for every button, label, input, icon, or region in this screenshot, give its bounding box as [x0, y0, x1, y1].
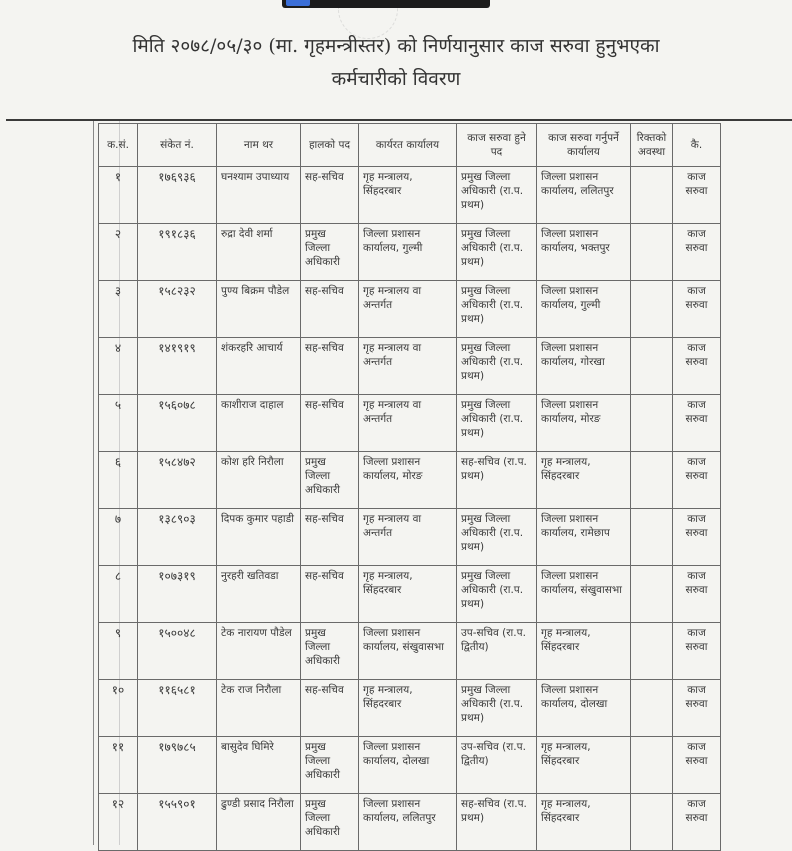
cell-new-post: प्रमुख जिल्ला अधिकारी (रा.प. प्रथम)	[457, 281, 537, 338]
cell-office: गृह मन्त्रालय, सिंहदरबार	[359, 680, 457, 737]
cell-remark: काज सरुवा	[673, 794, 721, 851]
cell-code: १५८४७२	[138, 452, 217, 509]
cell-new-post: सह-सचिव (रा.प. प्रथम)	[457, 794, 537, 851]
cell-name: टेक राज निरौला	[217, 680, 301, 737]
table-row	[99, 623, 721, 680]
cell-office: गृह मन्त्रालय वा अन्तर्गत	[359, 509, 457, 566]
cell-code: १५८२३२	[138, 281, 217, 338]
cell-vacancy	[631, 680, 673, 737]
cell-post: सह-सचिव	[301, 338, 359, 395]
cell-remark: काज सरुवा	[673, 566, 721, 623]
cell-remark: काज सरुवा	[673, 680, 721, 737]
cell-office: जिल्ला प्रशासन कार्यालय, गुल्मी	[359, 224, 457, 281]
cell-new-post: उप-सचिव (रा.प. द्वितीय)	[457, 737, 537, 794]
cell-name: शंकरहरि आचार्य	[217, 338, 301, 395]
cell-sn: ११	[99, 737, 138, 794]
cell-code: १०७३१९	[138, 566, 217, 623]
cell-remark: काज सरुवा	[673, 167, 721, 224]
toolbar-button[interactable]	[286, 0, 310, 6]
table-row	[99, 281, 721, 338]
cell-new-office: जिल्ला प्रशासन कार्यालय, रामेछाप	[537, 509, 631, 566]
table-row	[99, 224, 721, 281]
cell-vacancy	[631, 566, 673, 623]
cell-new-post: प्रमुख जिल्ला अधिकारी (रा.प. प्रथम)	[457, 224, 537, 281]
header-rule	[6, 119, 792, 121]
table-row	[99, 395, 721, 452]
cell-sn: १	[99, 167, 138, 224]
cell-sn: २	[99, 224, 138, 281]
cell-sn: ३	[99, 281, 138, 338]
cell-sn: १२	[99, 794, 138, 851]
cell-name: टेक नारायण पौडेल	[217, 623, 301, 680]
cell-office: जिल्ला प्रशासन कार्यालय, दोलखा	[359, 737, 457, 794]
cell-post: प्रमुख जिल्ला अधिकारी	[301, 794, 359, 851]
cell-code: ११६५८१	[138, 680, 217, 737]
cell-post: सह-सचिव	[301, 566, 359, 623]
col-header-post: हालको पद	[301, 124, 359, 167]
cell-code: १५००४८	[138, 623, 217, 680]
document-title	[40, 30, 752, 96]
cell-post: सह-सचिव	[301, 167, 359, 224]
cell-name: नुरहरी खतिवडा	[217, 566, 301, 623]
cell-remark: काज सरुवा	[673, 395, 721, 452]
cell-office: जिल्ला प्रशासन कार्यालय, मोरङ	[359, 452, 457, 509]
cell-sn: १०	[99, 680, 138, 737]
col-header-remark: कै.	[673, 124, 721, 167]
cell-remark: काज सरुवा	[673, 452, 721, 509]
cell-post: प्रमुख जिल्ला अधिकारी	[301, 452, 359, 509]
table-row	[99, 509, 721, 566]
cell-code: १७६९३६	[138, 167, 217, 224]
table-row	[99, 794, 721, 851]
cell-post: सह-सचिव	[301, 509, 359, 566]
cell-name: रुद्रा देवी शर्मा	[217, 224, 301, 281]
cell-name: दिपक कुमार पहाडी	[217, 509, 301, 566]
cell-name: कोश हरि निरौला	[217, 452, 301, 509]
margin-line	[93, 121, 94, 845]
table-row	[99, 566, 721, 623]
cell-new-office: जिल्ला प्रशासन कार्यालय, मोरङ	[537, 395, 631, 452]
cell-name: ढुण्डी प्रसाद निरौला	[217, 794, 301, 851]
table-row	[99, 737, 721, 794]
cell-new-office: गृह मन्त्रालय, सिंहदरबार	[537, 737, 631, 794]
col-header-code: संकेत नं.	[138, 124, 217, 167]
cell-vacancy	[631, 338, 673, 395]
cell-new-office: गृह मन्त्रालय, सिंहदरबार	[537, 794, 631, 851]
cell-vacancy	[631, 395, 673, 452]
cell-office: जिल्ला प्रशासन कार्यालय, संखुवासभा	[359, 623, 457, 680]
col-header-vacancy: रिक्तको अवस्था	[631, 124, 673, 167]
cell-new-office: जिल्ला प्रशासन कार्यालय, दोलखा	[537, 680, 631, 737]
cell-code: १४१९१९	[138, 338, 217, 395]
col-header-new-post: काज सरुवा हुने पद	[457, 124, 537, 167]
cell-post: सह-सचिव	[301, 281, 359, 338]
cell-new-post: प्रमुख जिल्ला अधिकारी (रा.प. प्रथम)	[457, 680, 537, 737]
table-row	[99, 167, 721, 224]
cell-office: गृह मन्त्रालय, सिंहदरबार	[359, 566, 457, 623]
cell-code: १७९७८५	[138, 737, 217, 794]
cell-vacancy	[631, 224, 673, 281]
cell-remark: काज सरुवा	[673, 623, 721, 680]
cell-vacancy	[631, 737, 673, 794]
cell-vacancy	[631, 509, 673, 566]
cell-new-post: प्रमुख जिल्ला अधिकारी (रा.प. प्रथम)	[457, 509, 537, 566]
table-body	[99, 167, 721, 851]
cell-sn: ९	[99, 623, 138, 680]
cell-post: प्रमुख जिल्ला अधिकारी	[301, 224, 359, 281]
cell-new-office: जिल्ला प्रशासन कार्यालय, भक्तपुर	[537, 224, 631, 281]
title-line-1: मिति २०७८/०५/३० (मा. गृहमन्त्रीस्तर) को निर्णयानुसार काज सरुवा हुनुभएका	[132, 35, 660, 57]
cell-new-post: प्रमुख जिल्ला अधिकारी (रा.प. प्रथम)	[457, 167, 537, 224]
cell-code: १५५९०१	[138, 794, 217, 851]
cell-name: घनश्याम उपाध्याय	[217, 167, 301, 224]
cell-remark: काज सरुवा	[673, 737, 721, 794]
cell-vacancy	[631, 167, 673, 224]
cell-sn: ७	[99, 509, 138, 566]
cell-vacancy	[631, 281, 673, 338]
col-header-sn: क.सं.	[99, 124, 138, 167]
cell-new-office: गृह मन्त्रालय, सिंहदरबार	[537, 623, 631, 680]
cell-office: जिल्ला प्रशासन कार्यालय, ललितपुर	[359, 794, 457, 851]
cell-remark: काज सरुवा	[673, 281, 721, 338]
cell-sn: ५	[99, 395, 138, 452]
cell-remark: काज सरुवा	[673, 224, 721, 281]
cell-new-office: जिल्ला प्रशासन कार्यालय, गुल्मी	[537, 281, 631, 338]
cell-new-office: जिल्ला प्रशासन कार्यालय, ललितपुर	[537, 167, 631, 224]
cell-post: प्रमुख जिल्ला अधिकारी	[301, 737, 359, 794]
cell-name: काशीराज दाहाल	[217, 395, 301, 452]
cell-vacancy	[631, 452, 673, 509]
cell-post: प्रमुख जिल्ला अधिकारी	[301, 623, 359, 680]
cell-office: गृह मन्त्रालय, सिंहदरबार	[359, 167, 457, 224]
cell-sn: ६	[99, 452, 138, 509]
cell-sn: ४	[99, 338, 138, 395]
table-header-row	[99, 124, 721, 167]
cell-post: सह-सचिव	[301, 395, 359, 452]
cell-code: १३८९०३	[138, 509, 217, 566]
cell-code: १९१८३६	[138, 224, 217, 281]
cell-post: सह-सचिव	[301, 680, 359, 737]
cell-new-office: जिल्ला प्रशासन कार्यालय, गोरखा	[537, 338, 631, 395]
viewer-toolbar	[282, 0, 490, 8]
cell-new-office: गृह मन्त्रालय, सिंहदरबार	[537, 452, 631, 509]
cell-new-post: प्रमुख जिल्ला अधिकारी (रा.प. प्रथम)	[457, 395, 537, 452]
col-header-office: कार्यरत कार्यालय	[359, 124, 457, 167]
cell-vacancy	[631, 794, 673, 851]
table-row	[99, 338, 721, 395]
cell-code: १५६०७८	[138, 395, 217, 452]
cell-name: बासुदेव घिमिरे	[217, 737, 301, 794]
cell-new-post: प्रमुख जिल्ला अधिकारी (रा.प. प्रथम)	[457, 338, 537, 395]
table-row	[99, 452, 721, 509]
col-header-name: नाम थर	[217, 124, 301, 167]
cell-new-office: जिल्ला प्रशासन कार्यालय, संखुवासभा	[537, 566, 631, 623]
cell-office: गृह मन्त्रालय वा अन्तर्गत	[359, 395, 457, 452]
cell-name: पुण्य बिक्रम पौडेल	[217, 281, 301, 338]
cell-new-post: सह-सचिव (रा.प. प्रथम)	[457, 452, 537, 509]
cell-office: गृह मन्त्रालय वा अन्तर्गत	[359, 281, 457, 338]
cell-sn: ८	[99, 566, 138, 623]
cell-remark: काज सरुवा	[673, 338, 721, 395]
transfer-table	[98, 123, 721, 851]
cell-remark: काज सरुवा	[673, 509, 721, 566]
cell-vacancy	[631, 623, 673, 680]
col-header-new-office: काज सरुवा गर्नुपर्ने कार्यालय	[537, 124, 631, 167]
cell-new-post: प्रमुख जिल्ला अधिकारी (रा.प. प्रथम)	[457, 566, 537, 623]
cell-office: गृह मन्त्रालय वा अन्तर्गत	[359, 338, 457, 395]
cell-new-post: उप-सचिव (रा.प. द्वितीय)	[457, 623, 537, 680]
table-row	[99, 680, 721, 737]
title-line-2: कर्मचारीको विवरण	[331, 68, 461, 90]
